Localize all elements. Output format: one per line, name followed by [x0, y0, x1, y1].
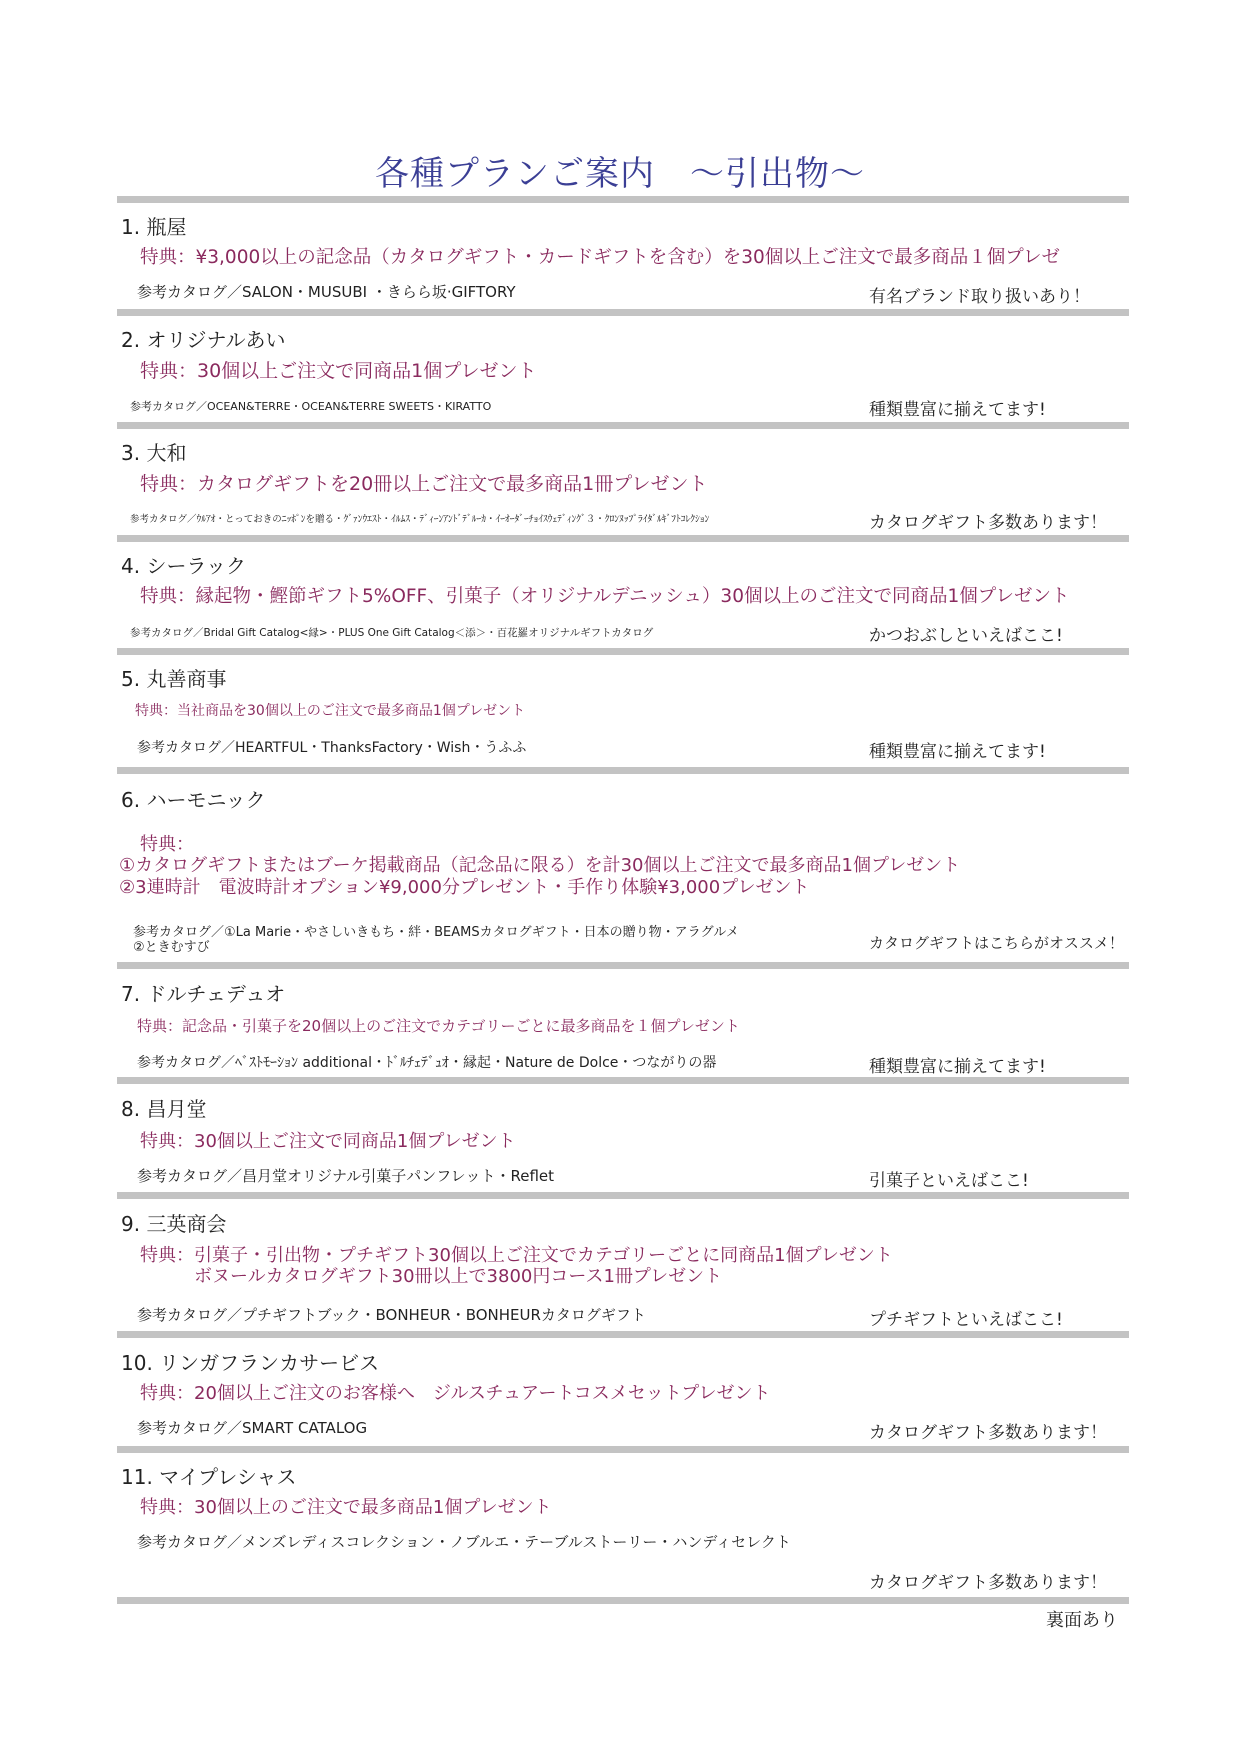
- benefit-text: 特典：当社商品を30個以上のご注文で最多商品1個プレゼント: [135, 703, 526, 719]
- benefit-text: 特典：20個以上ご注文のお客様へ ジルスチュアートコスメセットプレゼント: [140, 1383, 771, 1404]
- divider: [117, 962, 1129, 969]
- divider: [117, 648, 1129, 655]
- divider: [117, 1331, 1129, 1338]
- section-note: 引菓子といえばここ!: [869, 1171, 1029, 1191]
- benefit-text: [119, 855, 960, 899]
- reference-catalog: 参考カタログ／ﾍﾞｽﾄﾓｰｼｮﾝ additional・ﾄﾞﾙﾁｪﾃﾞｭｵ・縁起・Nature de Dolce・つながりの器: [137, 1055, 717, 1071]
- section-note: プチギフトといえばここ!: [869, 1310, 1063, 1330]
- reference-line: ②ときむすび: [133, 940, 210, 955]
- benefit-text: 特典：カタログギフトを20冊以上ご注文で最多商品1冊プレゼント: [140, 473, 708, 495]
- section-title: 8. 昌月堂: [121, 1097, 207, 1121]
- section-title: 2. オリジナルあい: [121, 328, 286, 352]
- divider: [117, 535, 1129, 542]
- reference-catalog: 参考カタログ／プチギフトブック・BONHEUR・BONHEURカタログギフト: [137, 1306, 646, 1324]
- reference-catalog: 参考カタログ／昌月堂オリジナル引菓子パンフレット・Reflet: [137, 1167, 555, 1185]
- reference-catalog: 参考カタログ／HEARTFUL・ThanksFactory・Wish・うふふ: [137, 740, 527, 756]
- section-title: 7. ドルチェデュオ: [121, 982, 286, 1006]
- benefit-text: 特典：縁起物・鰹節ギフト5%OFF、引菓子（オリジナルデニッシュ）30個以上のご注文で同商品1個プレゼント: [140, 586, 1070, 607]
- reference-catalog: 参考カタログ／ｳﾙｱｵ・とっておきのﾆｯﾎﾟﾝを贈る・ｸﾞｧﾝｳｴｽﾄ・ｲﾙﾑｽ・ﾃﾞｨｰﾝｱﾝﾄﾞﾃﾞﾙｰｶ・ｲｰｵｰﾀﾞｰﾁｮｲｽｳｪﾃﾞｨﾝｸﾞ３・ｸﾛﾝﾇｯﾌﾟﾗｲﾀﾞﾙｷﾞﾌﾄｺﾚｸｼｮﾝ: [130, 514, 710, 525]
- benefit-text: 特典：30個以上ご注文で同商品1個プレゼント: [140, 360, 537, 382]
- benefit-text: [140, 1245, 893, 1287]
- divider: [117, 309, 1129, 316]
- reference-catalog: 参考カタログ／SMART CATALOG: [137, 1419, 368, 1437]
- benefit-text: 特典：30個以上のご注文で最多商品1個プレゼント: [140, 1497, 552, 1518]
- section-title: 4. シーラック: [121, 554, 247, 578]
- divider: [117, 767, 1129, 774]
- section-note: カタログギフト多数あります！: [869, 513, 1107, 533]
- divider: [117, 1077, 1129, 1084]
- reference-catalog: 参考カタログ／SALON・MUSUBI ・きらら坂·GIFTORY: [137, 283, 516, 301]
- section-note: 種類豊富に揃えてます!: [869, 400, 1046, 420]
- section-title: 9. 三英商会: [121, 1212, 227, 1236]
- benefit-line: ②3連時計 電波時計オプション¥9,000分プレゼント・手作り体験¥3,000プレゼント: [119, 877, 810, 898]
- reference-catalog: 参考カタログ／OCEAN&TERRE・OCEAN&TERRE SWEETS・KIRATTO: [130, 400, 492, 413]
- reference-catalog: 参考カタログ／Bridal Gift Catalog<縁>・PLUS One Gift Catalog＜添＞・百花羅オリジナルギフトカタログ: [130, 627, 654, 639]
- benefit-text: 特典：記念品・引菓子を20個以上のご注文でカテゴリーごとに最多商品を１個プレゼント: [137, 1017, 740, 1035]
- benefit-label: 特典：: [140, 834, 194, 855]
- benefit-line: 特典：引菓子・引出物・プチギフト30個以上ご注文でカテゴリーごとに同商品1個プレゼント: [140, 1245, 893, 1266]
- section-note: かつおぶしといえばここ!: [869, 626, 1063, 646]
- divider: [117, 196, 1129, 203]
- reference-catalog: 参考カタログ／メンズレディスコレクション・ノブルエ・テーブルストーリー・ハンディセレクト: [137, 1533, 791, 1551]
- section-title: 3. 大和: [121, 441, 187, 465]
- reference-catalog: [133, 925, 739, 955]
- section-title: 6. ハーモニック: [121, 788, 266, 812]
- section-title: 11. マイプレシャス: [121, 1465, 297, 1489]
- page-title: 各種プランご案内 ～引出物～: [375, 154, 865, 194]
- section-note: 有名ブランド取り扱いあり！: [869, 287, 1090, 307]
- section-title: 10. リンガフランカサービス: [121, 1351, 380, 1375]
- reverse-side-note: 裏面あり: [1046, 1610, 1118, 1631]
- reference-line: 参考カタログ／①La Marie・やさしいきもち・絆・BEAMSカタログギフト・日本の贈り物・アラグルメ: [133, 925, 739, 940]
- divider: [117, 422, 1129, 429]
- section-title: 1. 瓶屋: [121, 215, 187, 239]
- section-note: 種類豊富に揃えてます!: [869, 742, 1046, 762]
- section-note: カタログギフト多数あります！: [869, 1423, 1107, 1443]
- benefit-text: 特典：30個以上ご注文で同商品1個プレゼント: [140, 1131, 516, 1152]
- benefit-line: ①カタログギフトまたはブーケ掲載商品（記念品に限る）を計30個以上ご注文で最多商品1個プレゼント: [119, 855, 961, 876]
- benefit-text: 特典：¥3,000以上の記念品（カタログギフト・カードギフトを含む）を30個以上ご注文で最多商品１個プレゼ: [140, 247, 1061, 268]
- section-note: 種類豊富に揃えてます!: [869, 1057, 1046, 1077]
- divider: [117, 1446, 1129, 1453]
- section-note: カタログギフト多数あります！: [869, 1573, 1107, 1593]
- section-title: 5. 丸善商事: [121, 667, 227, 691]
- divider: [117, 1192, 1129, 1199]
- divider: [117, 1597, 1129, 1604]
- benefit-line: ボヌールカタログギフト30冊以上で3800円コース1冊プレゼント: [140, 1266, 723, 1287]
- section-note: カタログギフトはこちらがオススメ！: [869, 934, 1124, 952]
